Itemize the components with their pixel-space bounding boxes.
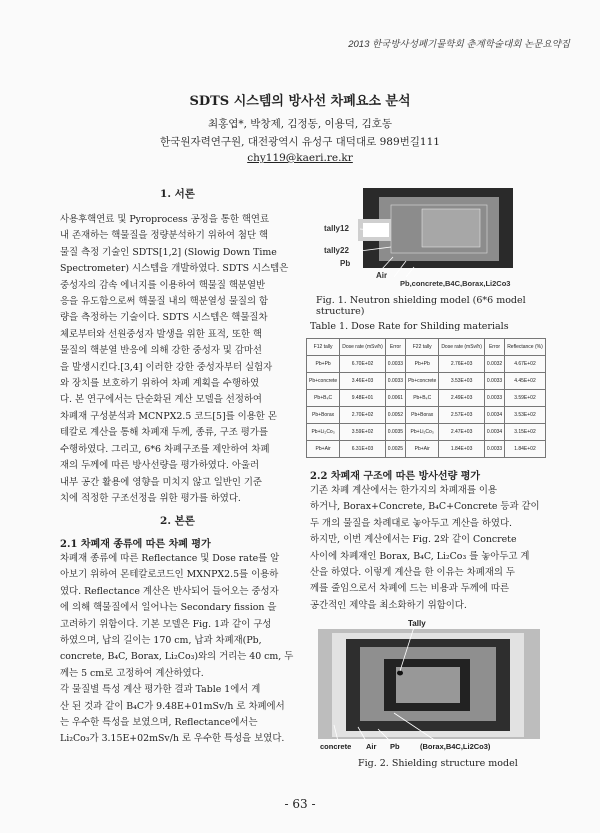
table-cell: 4.45E+02 [505, 373, 546, 390]
table-cell: 3.15E+02 [505, 424, 546, 441]
table-cell: Pb+Li₂Co₃ [406, 424, 439, 441]
table-cell: 3.59E+02 [505, 390, 546, 407]
text-line: 산을 하였다. 이렇게 계산을 한 이유는 차폐재의 두 [310, 567, 515, 579]
table-cell: 4.67E+02 [505, 356, 546, 373]
tally22-label: tally22 [324, 246, 349, 255]
text-line: Spectrometer) 시스템을 개발하였다. SDTS 시스템은 [60, 263, 289, 275]
section-1-heading: 1. 서론 [160, 188, 195, 200]
text-line: 중성자의 감속 에너지를 이용하여 핵물질 핵분열반 [60, 279, 266, 291]
text-line: 였다. Reflectance 계산은 반사되어 들어오는 중성자 [60, 585, 279, 597]
table-cell: Pb+Li₂Co₃ [307, 424, 340, 441]
text-line: 각 물질별 특성 계산 평가한 결과 Table 1에서 계 [60, 684, 261, 696]
table-row [307, 441, 546, 458]
table-cell: 3.53E+02 [505, 407, 546, 424]
affiliation: 한국원자력연구원, 대전광역시 유성구 대덕대로 989번길111 [160, 136, 440, 148]
text-line: 두 개의 물질을 차례대로 놓아두고 계산을 하였다. [310, 517, 512, 529]
table-cell: 0.0033 [484, 441, 504, 458]
table-header-cell: Error [385, 339, 405, 356]
text-line: 사용후핵연료 및 Pyroprocess 공정을 통한 핵연료 [60, 214, 270, 225]
text-line: 수행하였다. 그리고, 6*6 차폐구조를 제안하여 차폐 [60, 443, 270, 455]
table-cell: 2.49E+03 [439, 390, 485, 407]
table-cell: 0.0061 [385, 390, 405, 407]
table-cell: 9.48E+01 [340, 390, 386, 407]
text-line: 는 우수한 특성을 보였으며, Reflectance에서는 [60, 717, 258, 729]
text-line: 재의 두께에 따른 방사선량을 평가하였다. 아울러 [60, 460, 260, 472]
materials-label: Pb,concrete,B4C,Borax,Li2Co3 [400, 279, 511, 287]
table-cell: Pb+concrete [307, 373, 340, 390]
page-number: - 63 - [284, 797, 316, 811]
table-cell: 3.53E+03 [439, 373, 485, 390]
table-cell: Pb+concrete [406, 373, 439, 390]
table-cell: 0.0032 [484, 356, 504, 373]
table-cell: Pb+Borax [406, 407, 439, 424]
table-cell: 0.0033 [484, 373, 504, 390]
table-cell: Pb+Air [406, 441, 439, 458]
neutron-shielding-model-diagram [318, 185, 546, 287]
text-line: 내 존재하는 핵물질을 정량분석하기 위하여 첨단 핵 [60, 230, 269, 242]
text-line: concrete, B₄C, Borax, Li₂Co₃)와의 거리는 40 cm, 두 [60, 651, 294, 663]
table-row [307, 373, 546, 390]
table-header-cell: Reflectance (%) [505, 339, 546, 356]
text-line: 께를 줄임으로서 차폐에 드는 비용과 두께에 따른 [310, 583, 510, 595]
text-line: 차폐재 구성분석과 MCNPX2.5 코드[5]를 이용한 몬 [60, 410, 277, 422]
section-2-1-body [60, 551, 300, 748]
table-header-cell: Dose rate (mSv/h) [340, 339, 386, 356]
table-1-container [306, 338, 546, 458]
table-cell: Pb+Pb [307, 356, 340, 373]
pb-label: Pb [340, 259, 351, 268]
text-line: 차폐재 종류에 따른 Reflectance 및 Dose rate를 알 [60, 553, 280, 564]
table-cell: 0.0052 [385, 407, 405, 424]
text-line: 와 장치를 보호하기 위하여 차폐 계획을 수행하였 [60, 378, 260, 390]
text-line: 에 의해 핵물질에서 일어나는 Secondary fission 을 [60, 602, 277, 614]
table-header-cell: Dose rate (mSv/h) [439, 339, 485, 356]
figure-2 [318, 617, 548, 752]
text-line: Li₂Co₃가 3.15E+02mSv/h 로 우수한 특성을 보였다. [60, 733, 285, 745]
table-row [307, 390, 546, 407]
table-cell: 0.0033 [484, 390, 504, 407]
table-cell: 0.0034 [484, 407, 504, 424]
table-cell: 3.46E+03 [340, 373, 386, 390]
table-cell: 6.70E+02 [340, 356, 386, 373]
section-2-2-heading: 2.2 차폐재 구조에 따른 방사선량 평가 [310, 471, 481, 482]
text-line: 하거나, Borax+Concrete, B₄C+Concrete 등과 같이 [310, 501, 540, 513]
table-cell: 0.0033 [385, 356, 405, 373]
table-cell: 2.47E+03 [439, 424, 485, 441]
table-cell: 0.0034 [484, 424, 504, 441]
tally12-label: tally12 [324, 224, 349, 233]
text-line: 치에 적정한 구조선정을 위한 평가를 하였다. [60, 492, 241, 504]
concrete-label: concrete [320, 742, 352, 751]
text-line: 하지만, 이번 계산에서는 Fig. 2와 같이 Concrete [310, 534, 517, 546]
table-cell: 3.59E+02 [340, 424, 386, 441]
table-cell: 2.70E+02 [340, 407, 386, 424]
text-line: 물질의 핵분열 반응에 의해 강한 중성자 및 감마선 [60, 345, 262, 357]
section-2-2-body [310, 483, 550, 614]
table-cell: 1.84E+03 [439, 441, 485, 458]
text-line: 하였으며, 납의 길이는 170 cm, 납과 차폐재(Pb, [60, 635, 262, 647]
table-1-caption: Table 1. Dose Rate for Shilding materials [310, 321, 509, 332]
paper-title: SDTS 시스템의 방사선 차폐요소 분석 [189, 94, 411, 109]
pb-label-fig2: Pb [390, 742, 400, 751]
dose-rate-table [306, 338, 546, 458]
section-1-body [60, 212, 300, 507]
text-line: 체로부터와 선원중성자 발생을 위한 표적, 또한 핵 [60, 328, 262, 340]
table-cell: 0.0025 [385, 441, 405, 458]
text-line: 물질 측정 기술인 SDTS[1,2] (Slowig Down Time [60, 246, 277, 258]
text-line: 산 된 것과 같이 B₄C가 9.48E+01mSv/h 로 차폐에서 [60, 700, 285, 712]
table-cell: 0.0035 [385, 424, 405, 441]
section-2-heading: 2. 본론 [160, 515, 195, 527]
table-cell: 6.31E+03 [340, 441, 386, 458]
table-header-cell: Error [484, 339, 504, 356]
text-line: 아보기 위하여 몬테칼로코드인 MXNPX2.5를 이용하 [60, 569, 279, 581]
text-line: 께는 5 cm로 고정하여 계산하였다. [60, 667, 204, 679]
text-line: 량을 측정하는 기술이다. SDTS 시스템은 핵물질차 [60, 312, 268, 324]
table-header-row [307, 339, 546, 356]
table-cell: Pb+B₄C [406, 390, 439, 407]
table-header-cell: F22 tally [406, 339, 439, 356]
table-header-cell: F12 tally [307, 339, 340, 356]
text-line: 공간적인 제약을 최소화하기 위함이다. [310, 599, 467, 611]
table-row [307, 424, 546, 441]
table-cell: Pb+Pb [406, 356, 439, 373]
air-label-fig2: Air [366, 742, 377, 751]
table-cell: Pb+Borax [307, 407, 340, 424]
table-row [307, 407, 546, 424]
authors: 최홍엽*, 박창제, 김정동, 이용덕, 김호동 [207, 118, 393, 130]
table-cell: 0.0033 [385, 373, 405, 390]
table-cell: 1.84E+02 [505, 441, 546, 458]
text-line: 다. 본 연구에서는 단순화된 계산 모델을 선정하여 [60, 394, 262, 406]
email-link[interactable]: chy119@kaeri.re.kr [247, 152, 353, 164]
table-cell: 2.57E+03 [439, 407, 485, 424]
text-line: 내부 공간 활용에 영향을 미치지 않고 일반인 기준 [60, 476, 262, 488]
text-line: 사이에 차폐재인 Borax, B₄C, Li₂Co₃ 를 놓아두고 계 [310, 550, 530, 562]
text-line: 테칼로 계산을 통해 차폐재 두께, 종류, 구조 평가를 [60, 427, 268, 439]
table-cell: Pb+Air [307, 441, 340, 458]
figure-1 [318, 185, 546, 287]
table-cell: Pb+B₄C [307, 390, 340, 407]
text-line: 고려하기 위함이다. 기본 모델은 Fig. 1과 같이 구성 [60, 618, 272, 630]
figure-1-caption: Fig. 1. Neutron shielding model (6*6 model structure) [316, 295, 526, 317]
table-cell: 2.76E+03 [439, 356, 485, 373]
materials-label-fig2: (Borax,B4C,Li2Co3) [420, 742, 491, 751]
text-line: 응을 유도함으로써 핵물질 내의 핵분열성 물질의 함 [60, 296, 269, 308]
figure-2-caption: Fig. 2. Shielding structure model [358, 758, 518, 769]
section-2-1-heading: 2.1 차폐재 종류에 따른 차폐 평가 [60, 539, 211, 550]
text-line: 을 발생시킨다.[3,4] 이러한 강한 중성자부터 실험자 [60, 361, 273, 373]
table-row [307, 356, 546, 373]
shielding-structure-diagram [318, 617, 548, 752]
tally-label: Tally [408, 619, 426, 628]
running-header: 2013 한국방사성폐기물학회 춘계학술대회 논문요약집 [348, 39, 570, 50]
air-label: Air [376, 271, 388, 280]
text-line: 기존 차폐 계산에서는 한가지의 차폐재를 이용 [310, 485, 497, 496]
